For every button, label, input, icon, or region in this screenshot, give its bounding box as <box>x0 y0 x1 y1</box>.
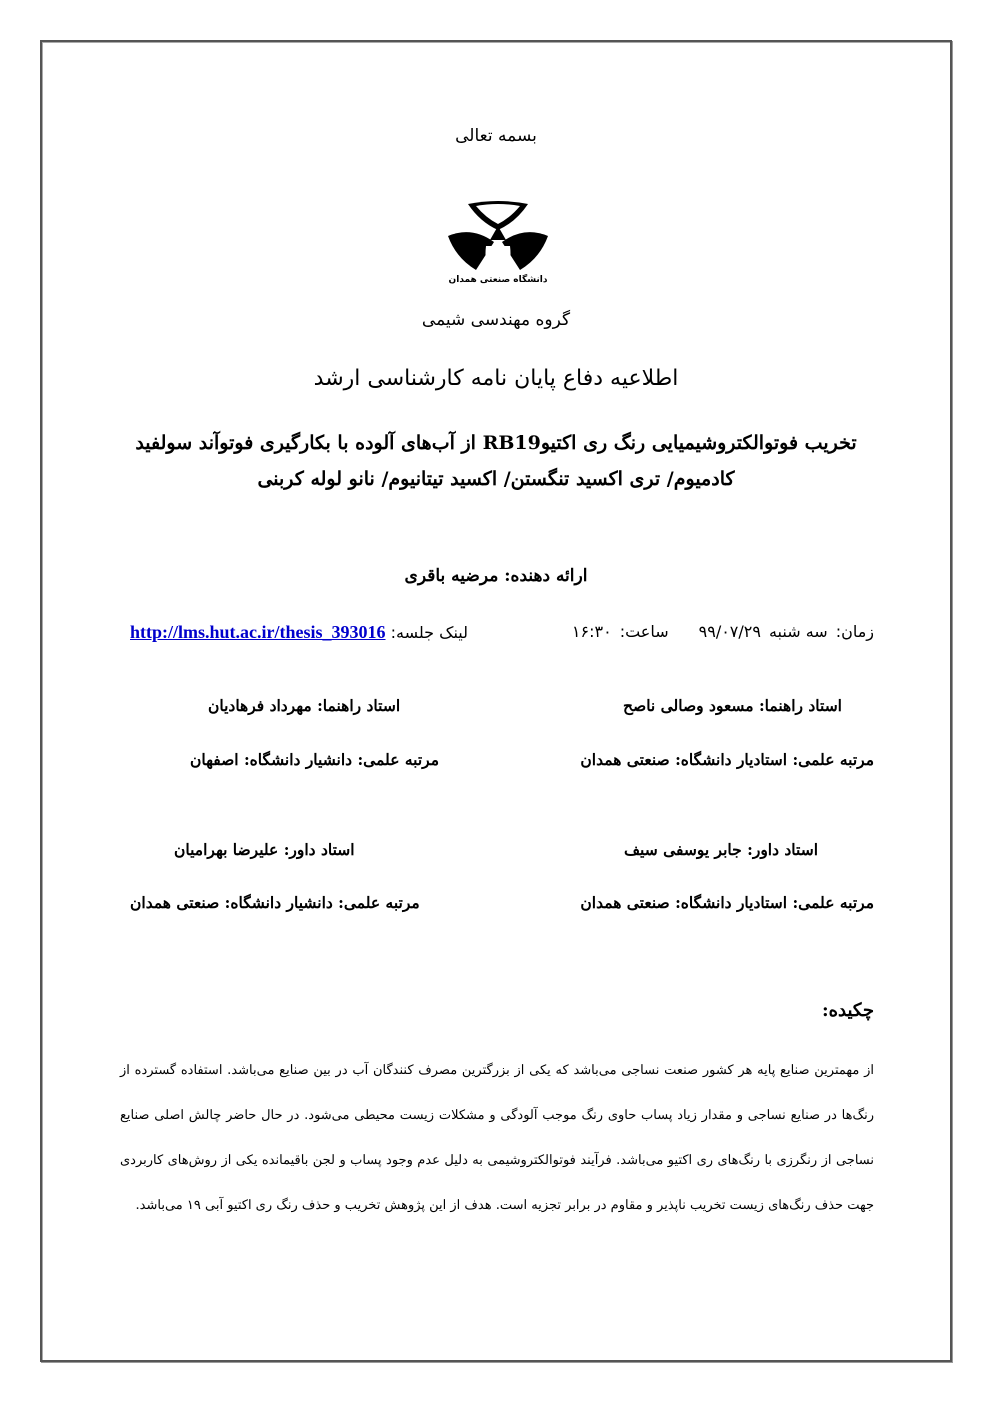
session-link-row <box>130 622 468 643</box>
advisor-1-rank: مرتبه علمی: استادیار دانشگاه: صنعتی همدان <box>580 750 874 769</box>
university-logo <box>446 200 550 292</box>
referee-2-rank: مرتبه علمی: دانشیار دانشگاه: صنعتی همدان <box>130 893 420 912</box>
session-day: سه شنبه <box>768 622 828 641</box>
session-link[interactable]: http://lms.hut.ac.ir/thesis_393016 <box>130 622 386 642</box>
thesis-title-line1: تخریب فوتوالکتروشیمیایی رنگ ری اکتیوRB19 از آب‌های آلوده با بکارگیری فوتوآند سولفید <box>135 432 857 454</box>
session-date: ۹۹/۰۷/۲۹ <box>698 622 761 641</box>
advisor-2: استاد راهنما: مهرداد فرهادیان <box>208 696 401 715</box>
referee-1-rank: مرتبه علمی: استادیار دانشگاه: صنعتی همدان <box>580 893 874 912</box>
presenter: ارائه دهنده: مرضیه باقری <box>404 566 588 586</box>
session-hour: ۱۶:۳۰ <box>571 622 612 641</box>
advisor-1: استاد راهنما: مسعود وصالی ناصح <box>623 696 842 715</box>
time-label: زمان: <box>835 622 874 641</box>
link-label: لینک جلسه: <box>390 623 468 642</box>
advisor-2-rank: مرتبه علمی: دانشیار دانشگاه: اصفهان <box>190 750 439 769</box>
session-time <box>564 622 874 641</box>
abstract-body: از مهمترین صنایع پایه هر کشور صنعت نساجی می‌باشد که یکی از بزرگترین مصرف کنندگان آب در بین صنایع می‌باشد. استفاده گسترده از رنگ‌ها در صنایع نساجی و مقدار زیاد پساب حاوی رنگ موجب آلودگی و مشکلات زیست محیطی می‌شود. در حال حاضر چالش اصلی صنایع نساجی از رنگرزی با رنگ‌های ری اکتیو می‌باشد. فرآیند فوتوالکتروشیمی به دلیل عدم وجود پساب و لجن باقیمانده یکی از روش‌های کاربردی جهت حذف رنگ‌های زیست تخریب ناپذیر و مقاوم در برابر تجزیه است. هدف از این پژوهش تخریب و حذف رنگ ری اکتیو آبی ۱۹ می‌باشد. <box>120 1063 874 1213</box>
thesis-title <box>40 425 952 497</box>
abstract-heading: چکیده: <box>821 1000 874 1021</box>
referee-2: استاد داور: علیرضا بهرامیان <box>174 840 355 859</box>
notice-title: اطلاعیه دفاع پایان نامه کارشناسی ارشد <box>313 366 679 391</box>
university-emblem-icon <box>446 200 550 274</box>
bismillah-heading: بسمه تعالی <box>455 126 537 146</box>
logo-caption: دانشگاه صنعتی همدان <box>448 275 548 285</box>
referee-1: استاد داور: جابر یوسفی سیف <box>623 840 818 859</box>
department-name: گروه مهندسی شیمی <box>421 310 571 330</box>
hour-label: ساعت: <box>619 622 669 641</box>
thesis-title-line2: کادمیوم/ تری اکسید تنگستن/ اکسید تیتانیوم/ نانو لوله کربنی <box>257 468 735 490</box>
